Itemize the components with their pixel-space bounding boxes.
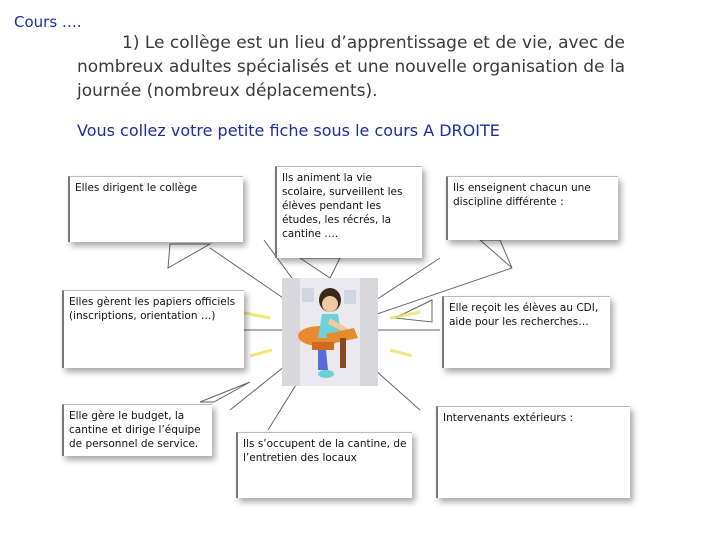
corner-label: Cours ….: [14, 13, 82, 31]
box-secretariat: Elles gèrent les papiers officiels (inscriptions, orientation …): [62, 290, 244, 368]
student-illustration: [282, 278, 378, 386]
instruction-text: Vous collez votre petite fiche sous le cours A DROITE: [77, 121, 500, 140]
box-cdi: Elle reçoit les élèves au CDI, aide pour les recherches…: [442, 296, 610, 368]
intro-text: 1) Le collège est un lieu d’apprentissage et de vie, avec de nombreux adultes spécialisés et une nouvelle organisation de la journée (nombreux déplacements).: [77, 33, 626, 101]
box-intendance: Elle gère le budget, la cantine et dirige l’équipe de personnel de service.: [62, 404, 212, 456]
box-agents: Ils s’occupent de la cantine, de l’entretien des locaux: [236, 432, 412, 498]
box-intervenants: Intervenants extérieurs :: [436, 406, 630, 498]
box-enseignants: Ils enseignent chacun une discipline différente :: [446, 176, 618, 240]
box-vie-scolaire: Ils animent la vie scolaire, surveillent les élèves pendant les études, les récrés, la cantine ….: [275, 166, 422, 258]
box-direction: Elles dirigent le collège: [68, 176, 243, 242]
